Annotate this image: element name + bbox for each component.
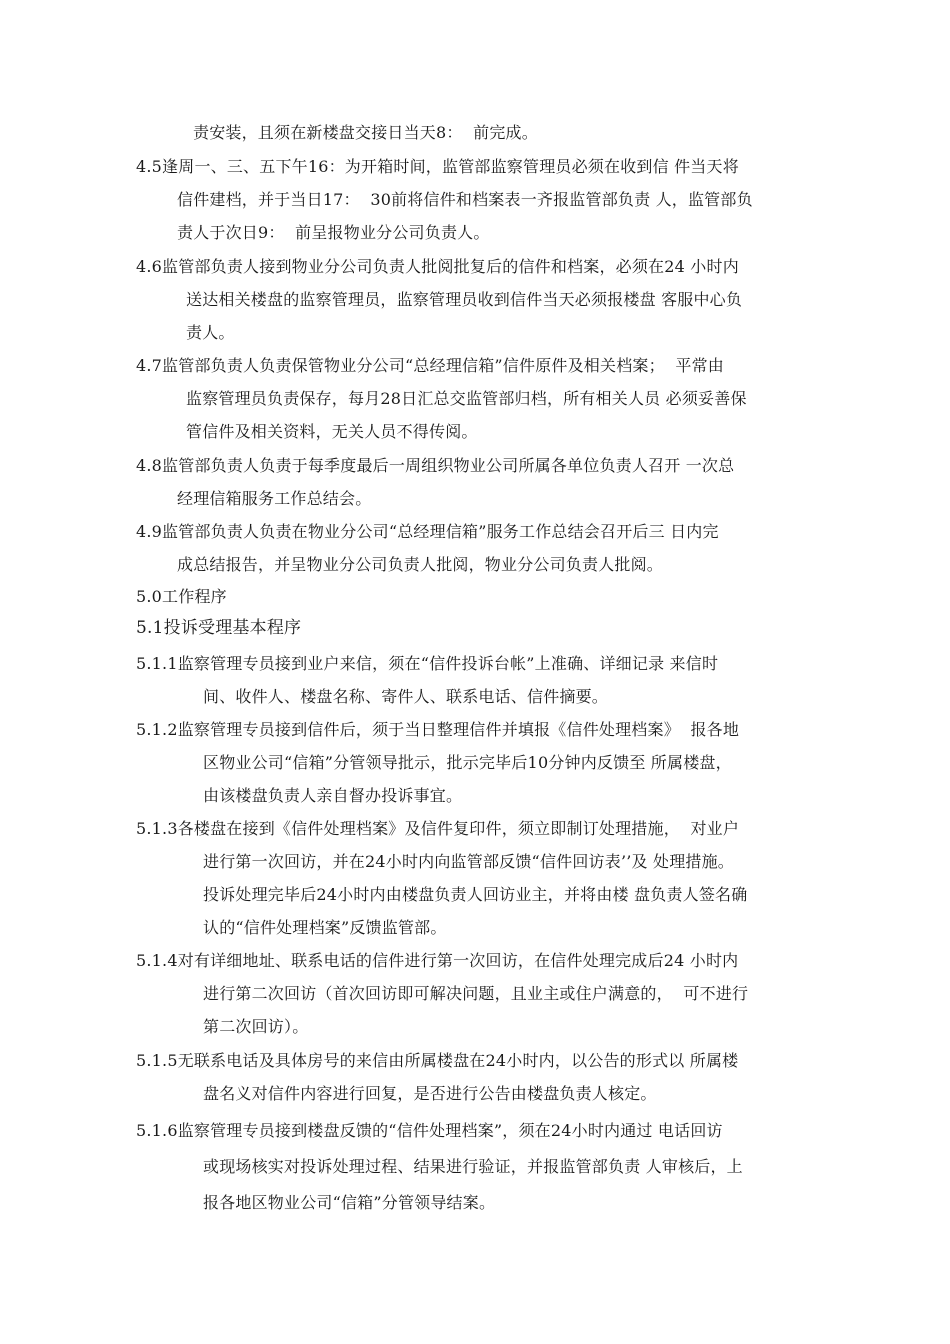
text-line: 4.6监管部负责人接到物业分公司负责人批阅批复后的信件和档案，必须在24 小时内 xyxy=(136,257,739,276)
text-line: 责人于次日9： 前呈报物业分公司负责人。 xyxy=(177,223,490,242)
text-line: 责人。 xyxy=(186,323,235,342)
section-heading: 5.0工作程序 xyxy=(136,587,227,606)
text-line: 认的“信件处理档案”反馈监管部。 xyxy=(203,918,447,937)
text-line: 进行第一次回访，并在24小时内向监管部反馈“信件回访表’’及 处理措施。 xyxy=(203,852,734,871)
text-line: 责安装，且须在新楼盘交接日当天8： 前完成。 xyxy=(193,123,538,142)
text-line: 区物业公司“信箱”分管领导批示，批示完毕后10分钟内反馈至 所属楼盘， xyxy=(203,753,732,772)
text-line: 5.1.4对有详细地址、联系电话的信件进行第一次回访，在信件处理完成后24 小时内 xyxy=(136,951,739,970)
text-line: 4.8监管部负责人负责于每季度最后一周组织物业公司所属各单位负责人召开 一次总 xyxy=(136,456,735,475)
text-line: 5.1.3各楼盘在接到《信件处理档案》及信件复印件，须立即制订处理措施， 对业户 xyxy=(136,819,740,838)
text-line: 5.1.6监察管理专员接到楼盘反馈的“信件处理档案”，须在24小时内通过 电话回访 xyxy=(136,1121,723,1140)
text-line: 4.7监管部负责人负责保管物业分公司“总经理信箱”信件原件及相关档案； 平常由 xyxy=(136,356,724,375)
text-line: 由该楼盘负责人亲自督办投诉事宜。 xyxy=(203,786,463,805)
text-line: 送达相关楼盘的监察管理员，监察管理员收到信件当天必须报楼盘 客服中心负 xyxy=(186,290,743,309)
text-line: 5.1.5无联系电话及具体房号的来信由所属楼盘在24小时内，以公告的形式以 所属楼 xyxy=(136,1051,739,1070)
text-line: 5.1.1监察管理专员接到业户来信，须在“信件投诉台帐”上准确、详细记录 来信时 xyxy=(136,654,719,673)
text-line: 第二次回访）。 xyxy=(203,1017,309,1036)
text-line: 成总结报告，并呈物业分公司负责人批阅，物业分公司负责人批阅。 xyxy=(177,555,664,574)
text-line: 4.9监管部负责人负责在物业分公司“总经理信箱”服务工作总结会召开后三 日内完 xyxy=(136,522,719,541)
text-line: 信件建档，并于当日17： 30前将信件和档案表一齐报监管部负责 人，监管部负 xyxy=(177,190,753,209)
text-line: 投诉处理完毕后24小时内由楼盘负责人回访业主，并将由楼 盘负责人签名确 xyxy=(203,885,748,904)
text-line: 经理信箱服务工作总结会。 xyxy=(177,489,372,508)
text-line: 报各地区物业公司“信箱”分管领导结案。 xyxy=(203,1193,496,1212)
text-line: 监察管理员负责保存，每月28日汇总交监管部归档，所有相关人员 必须妥善保 xyxy=(186,389,747,408)
text-line: 盘名义对信件内容进行回复，是否进行公告由楼盘负责人核定。 xyxy=(203,1084,657,1103)
text-line: 进行第二次回访（首次回访即可解决问题，且业主或住户满意的， 可不进行 xyxy=(203,984,749,1003)
section-heading: 5.1投诉受理基本程序 xyxy=(136,618,302,638)
text-line: 或现场核实对投诉处理过程、结果进行验证，并报监管部负责 人审核后，上 xyxy=(203,1157,743,1176)
text-line: 4.5逢周一、三、五下午16：为开箱时间，监管部监察管理员必须在收到信 件当天将 xyxy=(136,157,739,176)
text-line: 间、收件人、楼盘名称、寄件人、联系电话、信件摘要。 xyxy=(203,687,609,706)
text-line: 管信件及相关资料，无关人员不得传阅。 xyxy=(186,422,478,441)
text-line: 5.1.2监察管理专员接到信件后，须于当日整理信件并填报《信件处理档案》 报各地 xyxy=(136,720,740,739)
